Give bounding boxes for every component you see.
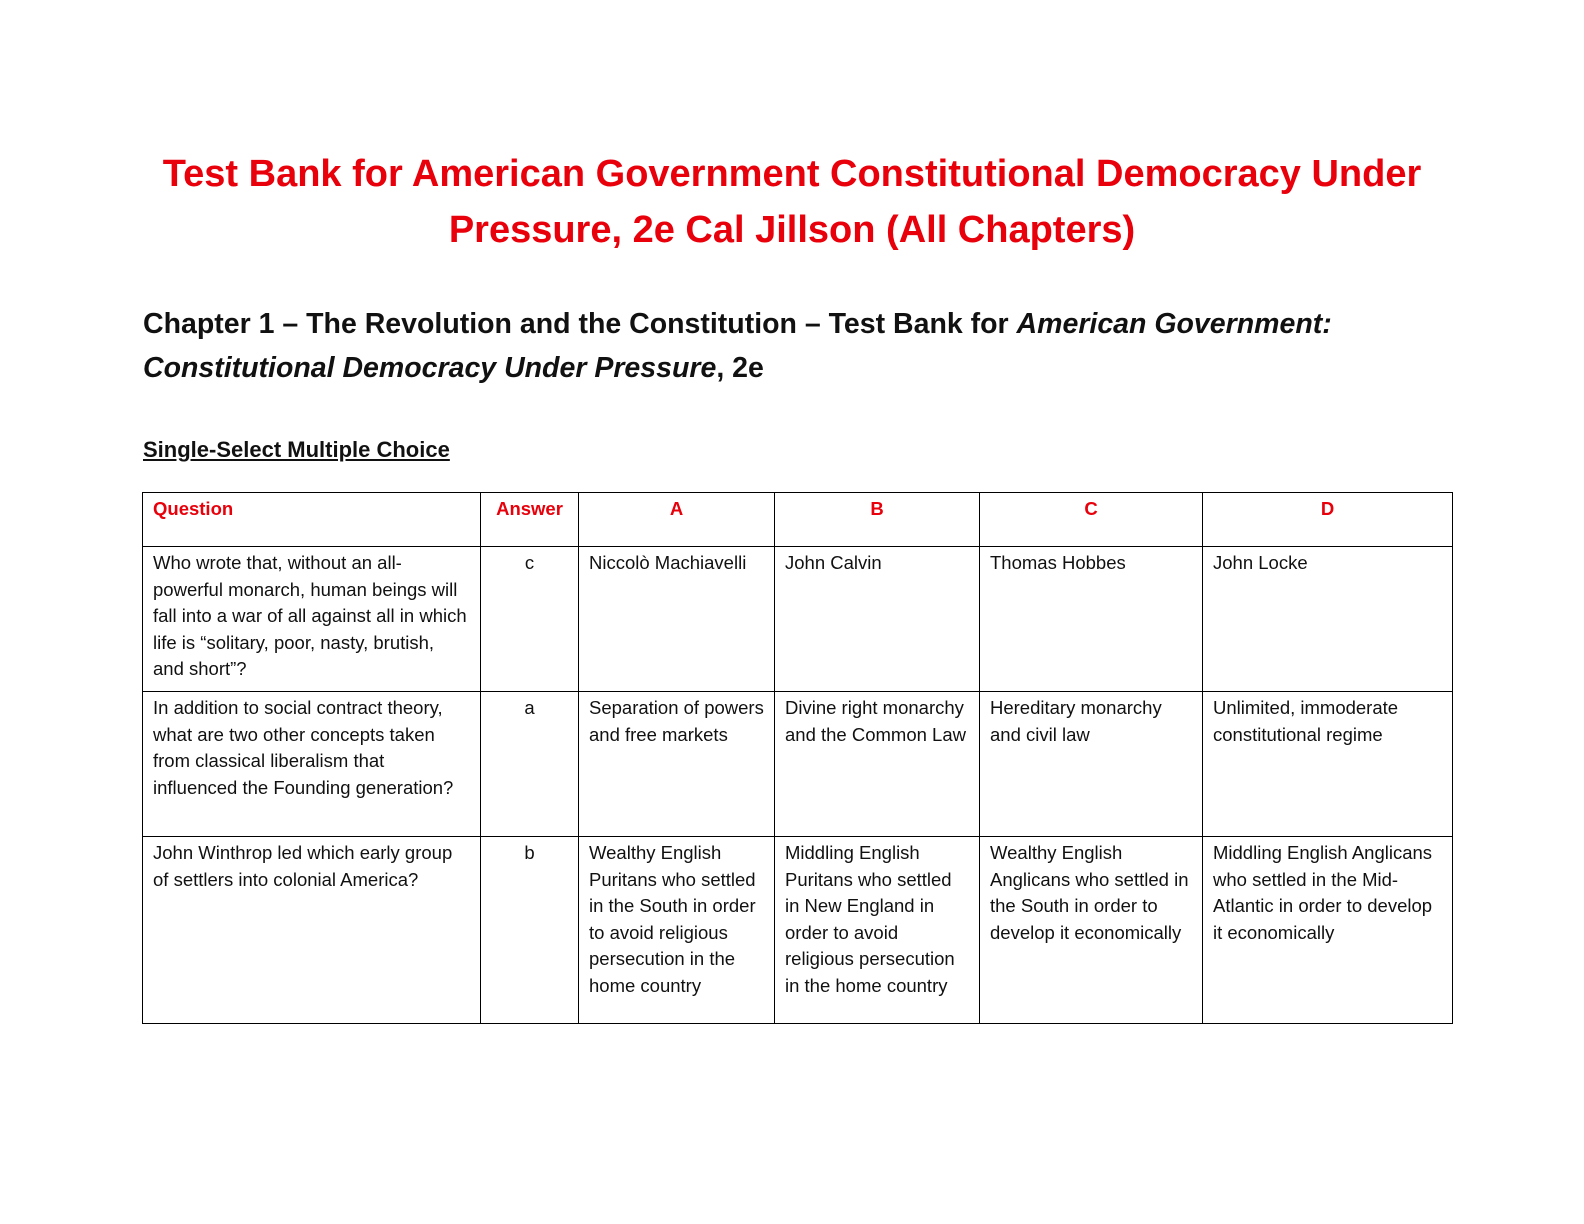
question-cell: In addition to social contract theory, what are two other concepts taken from classical liberalism that influenced the Founding generation?	[143, 692, 481, 837]
option-c-cell: Wealthy English Anglicans who settled in the South in order to develop it economically	[980, 837, 1203, 1024]
option-d-cell: Unlimited, immoderate constitutional regime	[1203, 692, 1453, 837]
option-a-cell: Niccolò Machiavelli	[579, 547, 775, 692]
table-row	[143, 547, 1453, 692]
header-question: Question	[143, 493, 481, 547]
option-d-cell: John Locke	[1203, 547, 1453, 692]
header-answer: Answer	[481, 493, 579, 547]
header-option-d: D	[1203, 493, 1453, 547]
question-cell: John Winthrop led which early group of settlers into colonial America?	[143, 837, 481, 1024]
header-option-b: B	[775, 493, 980, 547]
header-option-a: A	[579, 493, 775, 547]
option-a-cell: Separation of powers and free markets	[579, 692, 775, 837]
option-b-cell: John Calvin	[775, 547, 980, 692]
option-b-cell: Divine right monarchy and the Common Law	[775, 692, 980, 837]
option-a-cell: Wealthy English Puritans who settled in the South in order to avoid religious persecution in the home country	[579, 837, 775, 1024]
answer-cell: a	[481, 692, 579, 837]
chapter-title-book: American Government: Constitutional Democracy Under Pressure	[143, 308, 1332, 384]
option-b-cell: Middling English Puritans who settled in New England in order to avoid religious persecution in the home country	[775, 837, 980, 1024]
answer-cell: c	[481, 547, 579, 692]
option-c-cell: Hereditary monarchy and civil law	[980, 692, 1203, 837]
option-c-cell: Thomas Hobbes	[980, 547, 1203, 692]
chapter-title	[143, 302, 1443, 390]
table-header-row	[143, 493, 1453, 547]
section-title: Single-Select Multiple Choice	[143, 437, 450, 462]
chapter-title-suffix: , 2e	[716, 352, 764, 384]
option-d-cell: Middling English Anglicans who settled in the Mid-Atlantic in order to develop it economically	[1203, 837, 1453, 1024]
answer-cell: b	[481, 837, 579, 1024]
table-row	[143, 837, 1453, 1024]
chapter-title-prefix: Chapter 1 – The Revolution and the Constitution – Test Bank for	[143, 308, 1017, 340]
question-table	[142, 492, 1453, 1024]
document-title: Test Bank for American Government Constitutional Democracy Under Pressure, 2e Cal Jillson (All Chapters)	[162, 153, 1422, 251]
header-option-c: C	[980, 493, 1203, 547]
table-row	[143, 692, 1453, 837]
question-cell: Who wrote that, without an all-powerful monarch, human beings will fall into a war of all against all in which life is “solitary, poor, nasty, brutish, and short”?	[143, 547, 481, 692]
